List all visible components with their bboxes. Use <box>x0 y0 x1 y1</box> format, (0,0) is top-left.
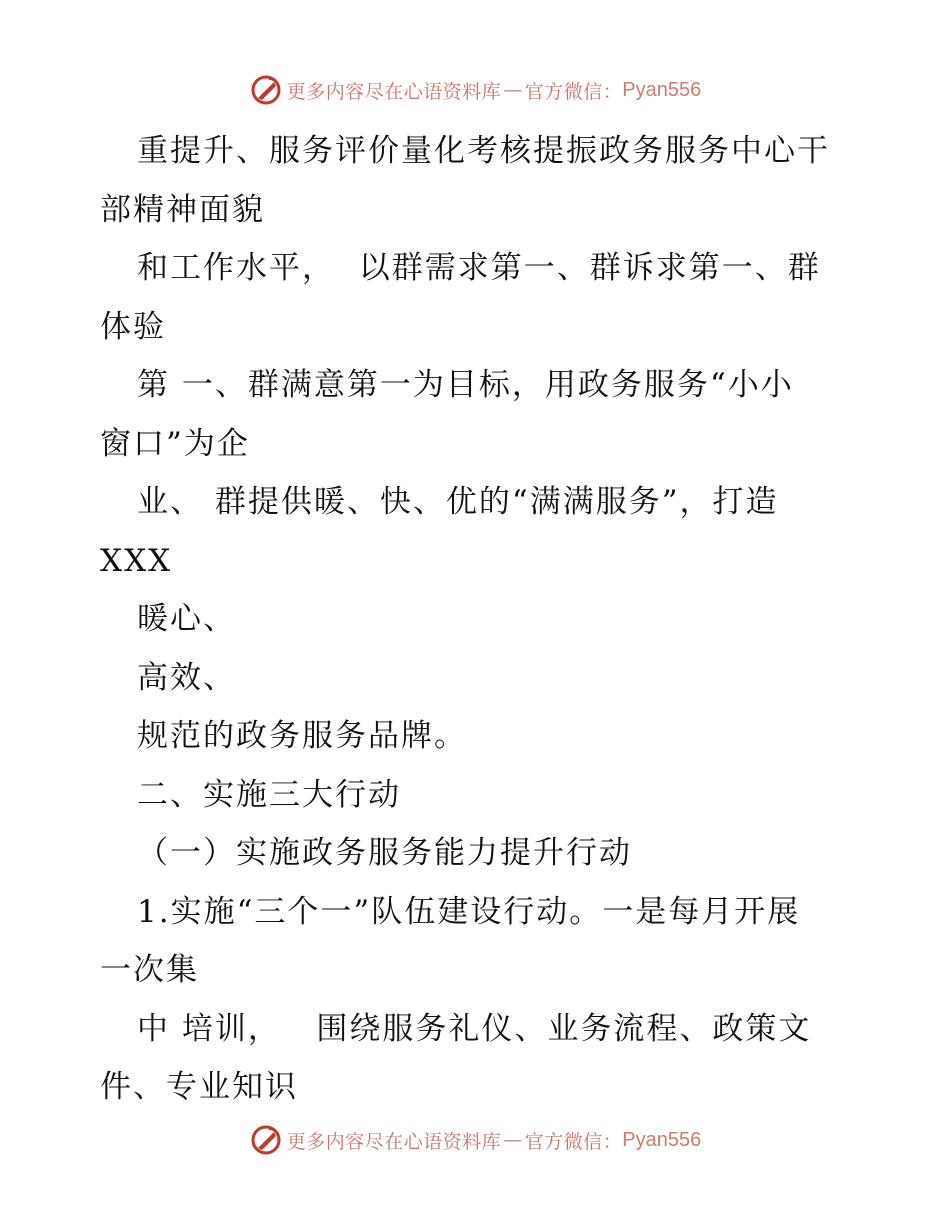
text-line: 部精神面貌 <box>100 191 265 228</box>
text-line: 高效、 <box>137 659 236 696</box>
watermark-id: Pyan556 <box>622 78 702 101</box>
subsection-heading: （一）实施政务服务能力提升行动 <box>137 835 632 871</box>
text-line: 窗口”为企 <box>100 425 250 462</box>
quill-logo-icon <box>249 73 283 107</box>
document-body <box>100 122 860 1117</box>
text-line: 暖心、 <box>137 601 236 637</box>
text-line: 中 培训， 围绕服务礼仪、业务流程、政策文 <box>137 1010 812 1047</box>
text-line: 业、 群提供暖、快、优的“满满服务”，打造 <box>137 484 779 520</box>
text-line: 一次集 <box>100 952 199 988</box>
text-line: 体验 <box>100 308 166 345</box>
text-line: 第 一、群满意第一为目标，用政务服务“小小 <box>137 367 794 403</box>
text-line: 和工作水平， 以群需求第一、群诉求第一、群 <box>137 250 821 286</box>
text-line: 规范的政务服务品牌。 <box>137 718 467 754</box>
watermark-id: Pyan556 <box>622 1128 702 1151</box>
watermark-dash: — <box>503 79 523 101</box>
quill-logo-icon <box>249 1123 283 1157</box>
watermark-footer <box>0 1120 950 1160</box>
text-line: 件、专业知识 <box>100 1069 298 1105</box>
text-line: 重提升、服务评价量化考核提振政务服务中心干 <box>137 133 830 169</box>
watermark-label: 官方微信： <box>524 1130 623 1153</box>
section-heading: 二、实施三大行动 <box>137 776 401 813</box>
watermark-text: 更多内容尽在心语资料库 <box>286 80 502 103</box>
text-line: XXX <box>100 542 173 579</box>
watermark-dash: — <box>503 1129 523 1151</box>
watermark-header <box>0 70 950 110</box>
watermark-label: 官方微信： <box>524 80 623 103</box>
text-line: 1.实施“三个一”队伍建设行动。一是每月开展 <box>137 893 801 930</box>
watermark-text: 更多内容尽在心语资料库 <box>286 1130 502 1153</box>
